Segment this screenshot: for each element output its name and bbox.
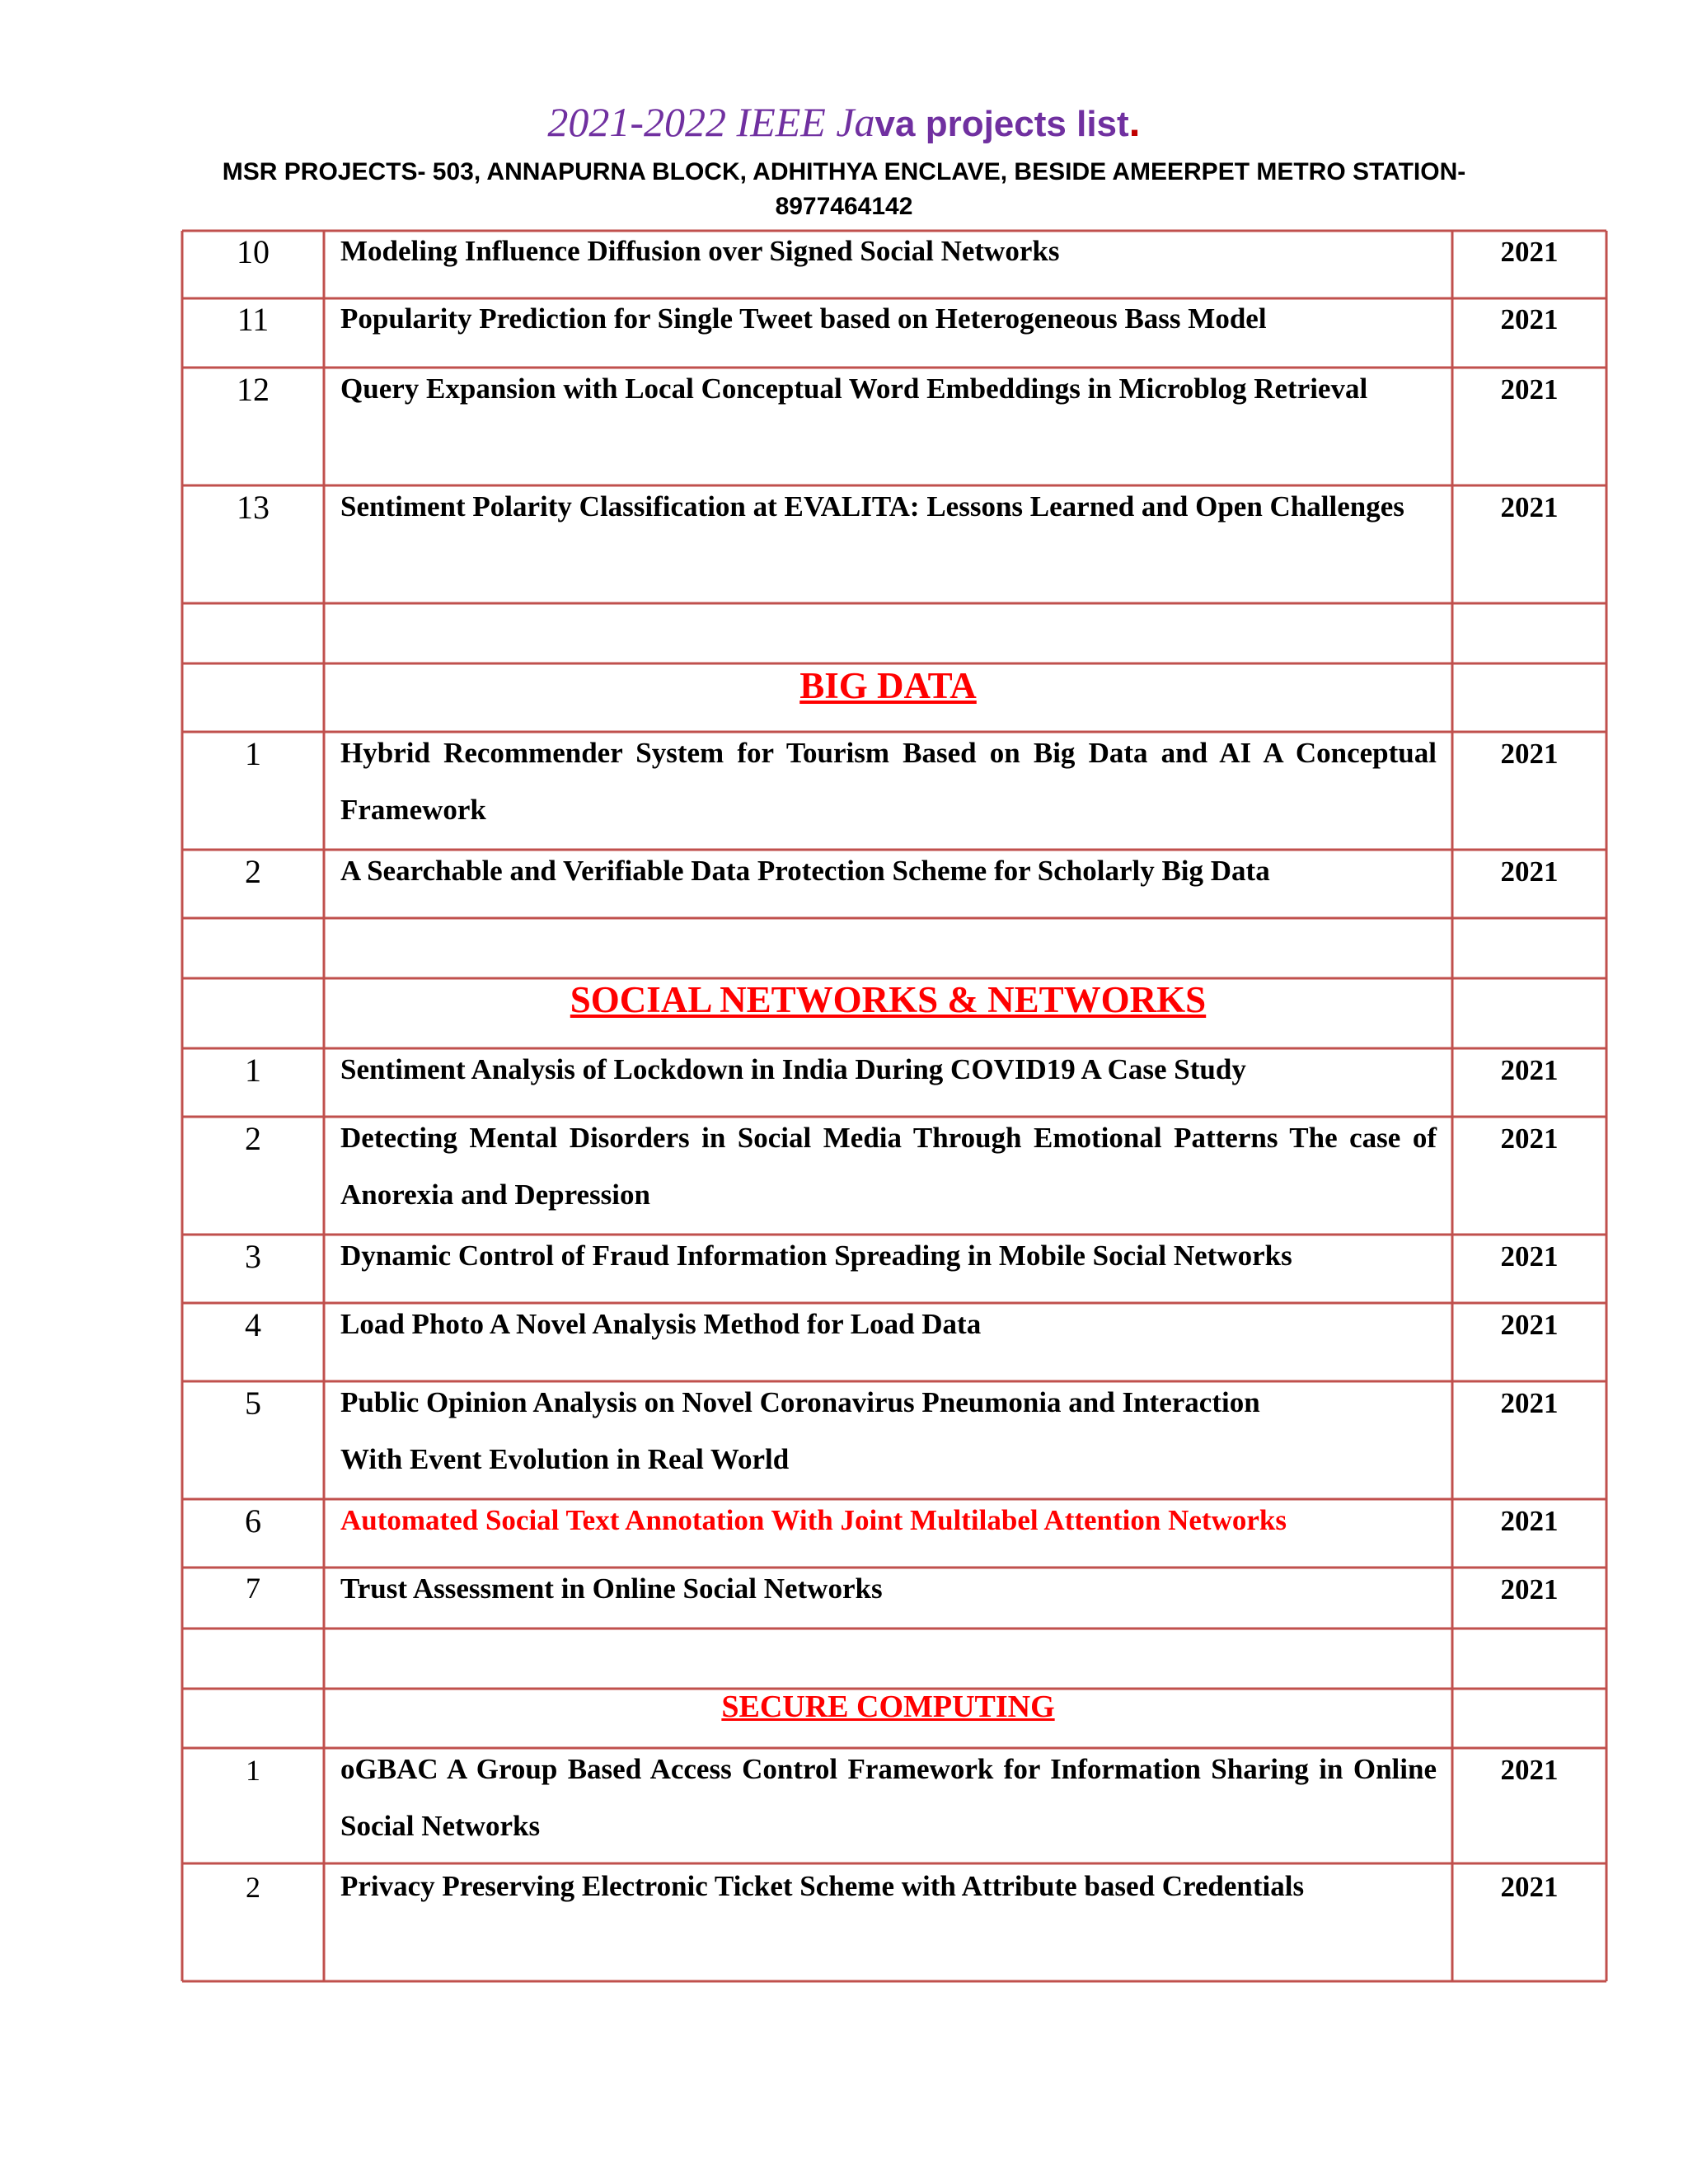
section-heading-big-data: BIG DATA: [799, 665, 977, 706]
row-title: Sentiment Analysis of Lockdown in India During COVID19 A Case Study: [340, 1053, 1246, 1085]
row-title: Popularity Prediction for Single Tweet based on Heterogeneous Bass Model: [340, 302, 1267, 335]
row-title: Load Photo A Novel Analysis Method for Load Data: [340, 1308, 982, 1340]
row-number: 2: [245, 1120, 261, 1157]
row-year: 2021: [1500, 1309, 1559, 1341]
row-title: Dynamic Control of Fraud Information Spreading in Mobile Social Networks: [340, 1240, 1292, 1272]
row-title: Public Opinion Analysis on Novel Coronavirus Pneumonia and Interaction With Event Evolution in Real World: [340, 1386, 1260, 1475]
row-number: 10: [237, 233, 270, 270]
row-number: 2: [246, 1871, 260, 1904]
row-year: 2021: [1500, 491, 1559, 523]
header-address: MSR PROJECTS- 503, ANNAPURNA BLOCK, ADHITHYA ENCLAVE, BESIDE AMEERPET METRO STATION-8977464142: [222, 158, 1466, 220]
row-year: 2021: [1500, 236, 1559, 268]
row-year: 2021: [1500, 855, 1559, 888]
row-year: 2021: [1500, 1573, 1559, 1605]
row-number: 1: [245, 1052, 261, 1089]
row-year: 2021: [1500, 1754, 1559, 1786]
row-year: 2021: [1500, 1240, 1559, 1272]
row-title: A Searchable and Verifiable Data Protection Scheme for Scholarly Big Data: [340, 855, 1270, 887]
row-title: Privacy Preserving Electronic Ticket Scheme with Attribute based Credentials: [340, 1870, 1305, 1902]
row-title: Modeling Influence Diffusion over Signed Social Networks: [340, 235, 1060, 267]
row-year: 2021: [1500, 738, 1559, 770]
row-year: 2021: [1500, 1387, 1559, 1419]
page-title-dot: .: [1128, 99, 1141, 145]
row-number: 12: [237, 371, 270, 408]
row-number: 1: [245, 735, 261, 772]
row-number: 5: [245, 1385, 261, 1422]
row-title: Query Expansion with Local Conceptual Word Embeddings in Microblog Retrieval: [340, 373, 1368, 405]
row-title: Sentiment Polarity Classification at EVALITA: Lessons Learned and Open Challenges: [340, 490, 1404, 523]
row-year: 2021: [1500, 303, 1559, 335]
section-heading-social-networks: SOCIAL NETWORKS & NETWORKS: [570, 979, 1207, 1020]
row-number: 4: [245, 1306, 261, 1343]
row-number: 13: [237, 489, 270, 526]
row-title: oGBAC A Group Based Access Control Framework for Information Sharing in Online Social Networks: [340, 1753, 1437, 1842]
row-number: 2: [245, 853, 261, 890]
row-number: 1: [246, 1754, 260, 1787]
row-title: Detecting Mental Disorders in Social Media Through Emotional Patterns The case of Anorexia and Depression: [340, 1122, 1437, 1211]
row-title: Trust Assessment in Online Social Networks: [340, 1572, 883, 1605]
section-heading-secure-computing: SECURE COMPUTING: [721, 1690, 1055, 1724]
row-year: 2021: [1500, 1122, 1559, 1155]
row-year: 2021: [1500, 1505, 1559, 1537]
page-title-serif: 2021-2022 IEEE Ja: [547, 99, 875, 145]
page-title-sans: va projects list: [874, 104, 1129, 144]
row-year: 2021: [1500, 1871, 1559, 1903]
row-title: Hybrid Recommender System for Tourism Based on Big Data and AI A Conceptual Framework: [340, 737, 1437, 826]
row-number: 6: [245, 1502, 261, 1540]
row-title-highlighted: Automated Social Text Annotation With Joint Multilabel Attention Networks: [340, 1504, 1287, 1536]
row-year: 2021: [1500, 373, 1559, 405]
row-number: 3: [245, 1238, 261, 1275]
row-number: 7: [246, 1572, 260, 1605]
row-year: 2021: [1500, 1054, 1559, 1086]
row-number: 11: [237, 301, 270, 338]
